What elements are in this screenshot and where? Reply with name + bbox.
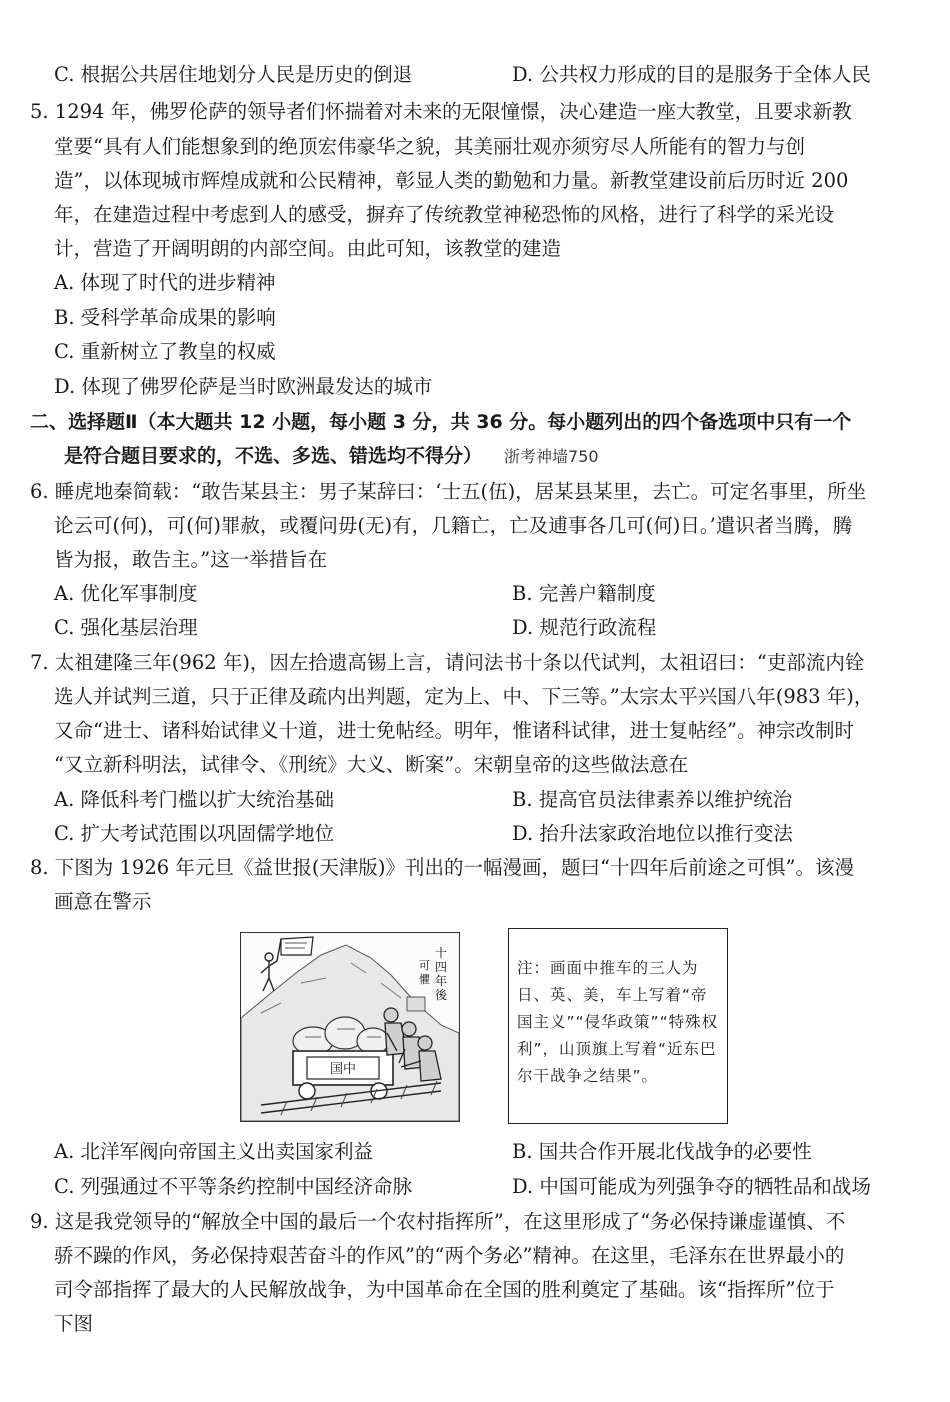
q5-line-2: 堂要“具有人们能想象到的绝顶宏伟豪华之貌，其美丽壮观亦须穷尽人所能有的智力与创 bbox=[54, 135, 805, 158]
cartoon-note-text: 注：画面中推车的三人为日、英、美，车上写着“帝国主义”“侵华政策”“特殊权利”，山顶旗上写着“近东巴尔干战争之结果”。 bbox=[517, 959, 719, 1085]
cartoon-title-col-1c: 年 bbox=[435, 974, 448, 988]
q5-option-d: D. 体现了佛罗伦萨是当时欧洲最发达的城市 bbox=[54, 375, 433, 398]
q8-line-2: 画意在警示 bbox=[54, 890, 152, 913]
cartoon-title-col-2b: 懼 bbox=[419, 973, 430, 986]
q5-line-3: 造”，以体现城市辉煌成就和公民精神，彰显人类的勤勉和力量。新教堂建设前后历时近 200 bbox=[54, 169, 849, 192]
q8-option-b: B. 国共合作开展北伐战争的必要性 bbox=[512, 1140, 812, 1163]
q7-line-2: 选人并试判三道，只于正律及疏内出判题，定为上、中、下三等。”太宗太平兴国八年(983 年)， bbox=[54, 685, 874, 708]
q7-option-d: D. 抬升法家政治地位以推行变法 bbox=[512, 822, 793, 845]
q7-line-4: “又立新科明法，试律令、《刑统》大义、断案”。宋朝皇帝的这些做法意在 bbox=[54, 753, 689, 776]
q7-option-b: B. 提高官员法律素养以维护统治 bbox=[512, 788, 793, 811]
watermark: 浙考神墙750 bbox=[504, 447, 599, 466]
cartoon-title-col-2a: 可 bbox=[419, 959, 430, 972]
q9-line-3: 司令部指挥了最大的人民解放战争，为中国革命在全国的胜利奠定了基础。该“指挥所”位于 bbox=[54, 1278, 835, 1301]
cartoon-title-col-1b: 四 bbox=[435, 960, 448, 974]
q7-line-1: 7. 太祖建隆三年(962 年)，因左拾遗高锡上言，请问法书十条以代试判，太祖诏曰：“吏部流内铨 bbox=[30, 651, 865, 674]
q5-option-c: C. 重新树立了教皇的权威 bbox=[54, 340, 276, 363]
q7-option-c: C. 扩大考试范围以巩固儒学地位 bbox=[54, 822, 335, 845]
q9-line-1: 9. 这是我党领导的“解放全中国的最后一个农村指挥所”，在这里形成了“务必保持谦虚谨慎、不 bbox=[30, 1210, 846, 1233]
q5-option-b: B. 受科学革命成果的影响 bbox=[54, 306, 276, 329]
cartoon-drawing bbox=[241, 933, 459, 1121]
q6-line-1: 6. 睡虎地秦简载：“敢告某县主：男子某辞曰：‘士五(伍)，居某县某里，去亡。可定名事里，所坐 bbox=[30, 480, 867, 503]
q8-line-1: 8. 下图为 1926 年元旦《益世报(天津版)》刊出的一幅漫画，题曰“十四年后前途之可惧”。该漫 bbox=[30, 856, 854, 879]
q6-line-2: 论云可(何)，可(何)罪赦，或覆问毋(无)有，几籍亡，亡及逋事各几可(何)日。’遣识者当腾，腾 bbox=[54, 514, 853, 537]
q6-option-a: A. 优化军事制度 bbox=[54, 582, 198, 605]
cartoon-title-col-1d: 後 bbox=[435, 988, 448, 1002]
q5-line-5: 计，营造了开阔明朗的内部空间。由此可知，该教堂的建造 bbox=[54, 237, 562, 260]
section2-heading-text: 是符合题目要求的，不选、多选、错选均不得分） bbox=[64, 445, 483, 467]
q5-option-a: A. 体现了时代的进步精神 bbox=[54, 271, 276, 294]
q5-line-1: 5. 1294 年，佛罗伦萨的领导者们怀揣着对未来的无限憧憬，决心建造一座大教堂，且要求新教 bbox=[30, 100, 852, 123]
q6-option-d: D. 规范行政流程 bbox=[512, 616, 657, 639]
prev-option-c: C. 根据公共居住地划分人民是历史的倒退 bbox=[54, 63, 413, 86]
q9-line-2: 骄不躁的作风，务必保持艰苦奋斗的作风”的“两个务必”精神。在这里，毛泽东在世界最小的 bbox=[54, 1244, 845, 1267]
q6-option-c: C. 强化基层治理 bbox=[54, 616, 198, 639]
section2-heading-line-2 bbox=[64, 441, 599, 472]
q8-option-c: C. 列强通过不平等条约控制中国经济命脉 bbox=[54, 1175, 413, 1198]
section2-heading-line-1: 二、选择题Ⅱ（本大题共 12 小题，每小题 3 分，共 36 分。每小题列出的四个备选项中只有一个 bbox=[30, 411, 852, 433]
cartoon-title-col-1: 十 bbox=[435, 946, 448, 960]
q7-option-a: A. 降低科考门槛以扩大统治基础 bbox=[54, 788, 334, 811]
cartoon-cart-label: 国中 bbox=[329, 1062, 357, 1077]
q6-option-b: B. 完善户籍制度 bbox=[512, 582, 656, 605]
cartoon-image bbox=[240, 932, 460, 1122]
q9-line-4: 下图 bbox=[54, 1312, 94, 1335]
q8-option-d: D. 中国可能成为列强争夺的牺牲品和战场 bbox=[512, 1175, 871, 1198]
prev-option-d: D. 公共权力形成的目的是服务于全体人民 bbox=[512, 63, 871, 86]
q6-line-3: 皆为报，敢告主。”这一举措旨在 bbox=[54, 548, 328, 571]
q8-option-a: A. 北洋军阀向帝国主义出卖国家利益 bbox=[54, 1140, 373, 1163]
q5-line-4: 年，在建造过程中考虑到人的感受，摒弃了传统教堂神秘恐怖的风格，进行了科学的采光设 bbox=[54, 203, 835, 226]
q7-line-3: 又命“进士、诸科始试律义十道，进士免帖经。明年，惟诸科试律，进士复帖经”。神宗改制时 bbox=[54, 719, 854, 742]
cartoon-note-box bbox=[508, 928, 728, 1124]
